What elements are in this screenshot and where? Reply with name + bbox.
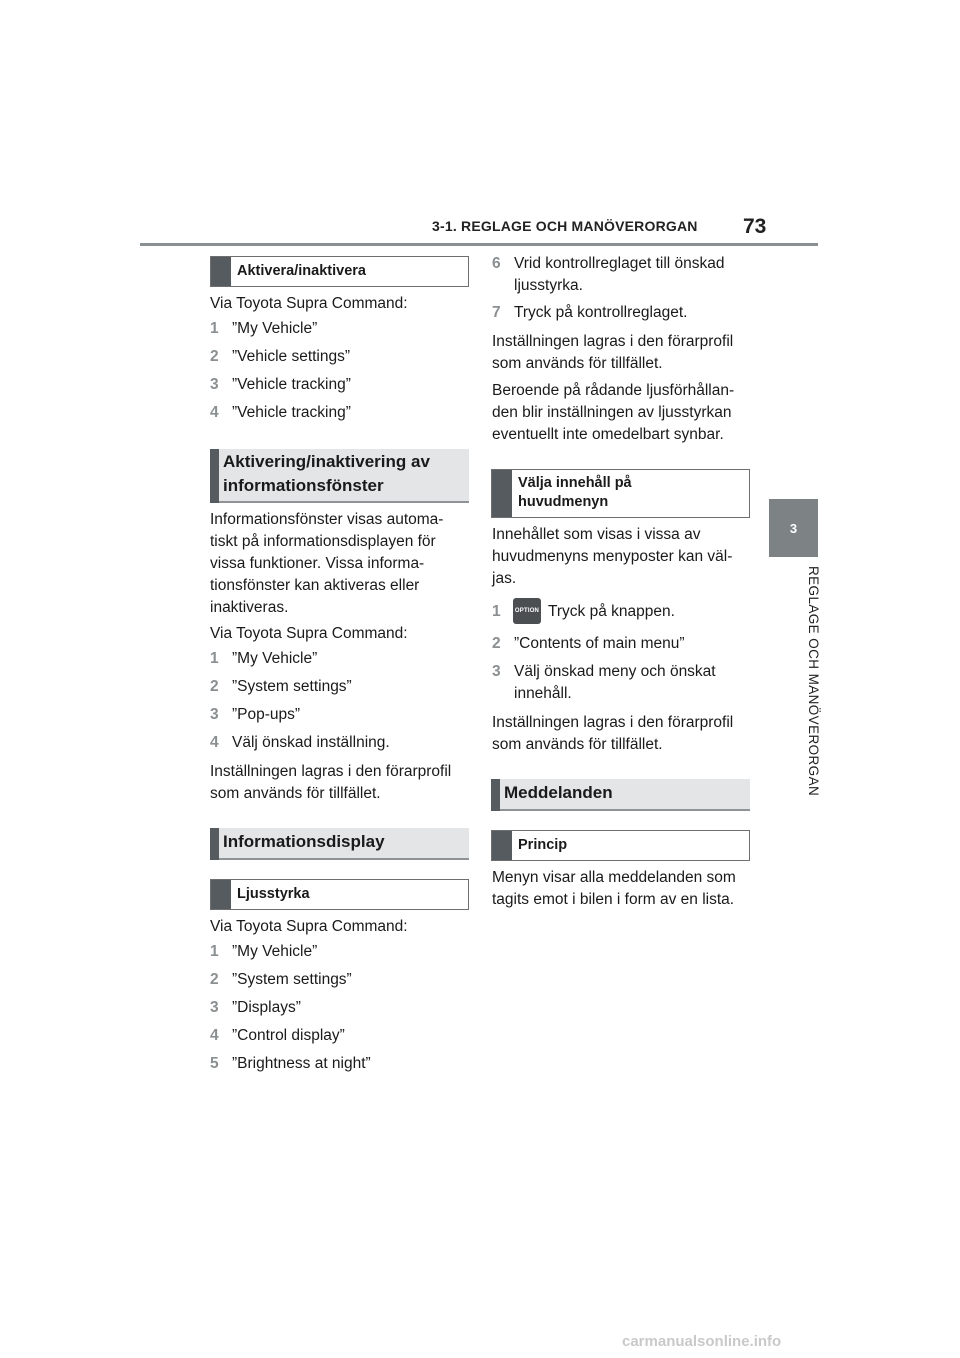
subheading-label-line2: huvudmenyn [518, 494, 609, 510]
step-text: ”Vehicle tracking” [232, 376, 351, 393]
step-number: 5 [210, 1055, 219, 1072]
paragraph-line: som används för tillfället. [492, 355, 663, 372]
paragraph-line: tiskt på informationsdisplayen för [210, 533, 436, 550]
section-band-informationsfonster [210, 449, 469, 503]
subheading-box-princip [491, 830, 750, 861]
step-text: ”Vehicle tracking” [232, 404, 351, 421]
step-text: ”Pop-ups” [232, 706, 301, 723]
step-text: ”Control display” [232, 1027, 345, 1044]
step-number: 3 [210, 706, 219, 723]
subheading-label-line1: Välja innehåll på [518, 475, 632, 491]
paragraph-line: Inställningen lagras i den förarprofil [210, 763, 452, 780]
step-text: Vrid kontrollreglaget till önskad [514, 255, 725, 272]
step-number: 3 [492, 663, 501, 680]
subheading-box-ljusstyrka [210, 879, 469, 910]
subheading-box-valja-innehall [491, 469, 750, 518]
paragraph-line: Inställningen lagras i den förarprofil [492, 714, 734, 731]
step-number: 2 [210, 348, 219, 365]
paragraph-line: tionsfönster kan aktiveras eller [210, 577, 420, 594]
section-band-informationsdisplay [210, 828, 469, 860]
step-number: 1 [210, 320, 219, 337]
step-text: ”Contents of main menu” [514, 635, 685, 652]
step-text-cont: ljusstyrka. [514, 277, 583, 294]
step-number: 1 [210, 650, 219, 667]
band-bar [210, 828, 219, 860]
paragraph-line: eventuellt inte omedelbart synbar. [492, 426, 724, 443]
paragraph-line: som används för tillfället. [492, 736, 663, 753]
paragraph-line: Inställningen lagras i den förarprofil [492, 333, 734, 350]
step-number: 3 [210, 376, 219, 393]
step-number: 3 [210, 999, 219, 1016]
band-bar [491, 779, 500, 811]
step-number: 2 [210, 971, 219, 988]
step-text: Välj önskad inställning. [232, 734, 390, 751]
box-bar [211, 257, 231, 286]
step-text: ”Vehicle settings” [232, 348, 351, 365]
step-number: 1 [210, 943, 219, 960]
band-label: Informationsdisplay [223, 832, 385, 851]
step-number: 4 [210, 1027, 219, 1044]
subheading-label: Princip [518, 837, 568, 853]
paragraph-line: Beroende på rådande ljusförhållan- [492, 382, 735, 399]
box-bar [211, 880, 231, 909]
paragraph-line: som används för tillfället. [210, 785, 381, 802]
step-text: ”My Vehicle” [232, 943, 318, 960]
step-number: 6 [492, 255, 501, 272]
step-text: ”Brightness at night” [232, 1055, 371, 1072]
paragraph-line: huvudmenyns menyposter kan väl- [492, 548, 733, 565]
band-label-line1: Aktivering/inaktivering av [223, 452, 430, 471]
box-bar [492, 831, 512, 860]
step-text: ”Displays” [232, 999, 301, 1016]
paragraph-line: tagits emot i bilen i form av en lista. [492, 891, 735, 908]
subheading-box-aktivera [210, 256, 469, 287]
step-text: Tryck på knappen. [548, 603, 675, 620]
paragraph-line: vissa funktioner. Vissa informa- [210, 555, 425, 572]
step-text: Välj önskad meny och önskat [514, 663, 716, 680]
paragraph-line: inaktiveras. [210, 599, 289, 616]
via-text: Via Toyota Supra Command: [210, 295, 408, 312]
header-rule [140, 243, 818, 246]
step-text: ”My Vehicle” [232, 650, 318, 667]
subheading-label: Aktivera/inaktivera [237, 263, 366, 279]
paragraph-line: Menyn visar alla meddelanden som [492, 869, 736, 886]
step-number: 4 [210, 734, 219, 751]
via-text: Via Toyota Supra Command: [210, 625, 408, 642]
chapter-side-text: REGLAGE OCH MANÖVERORGAN [806, 566, 821, 797]
step-text: ”My Vehicle” [232, 320, 318, 337]
step-text-cont: innehåll. [514, 685, 572, 702]
step-text: Tryck på kontrollreglaget. [514, 304, 688, 321]
band-label-line2: informationsfönster [223, 476, 384, 495]
footer-watermark: carmanualsonline.info [622, 1333, 782, 1350]
step-number: 1 [492, 603, 501, 620]
step-number: 4 [210, 404, 219, 421]
step-number: 2 [210, 678, 219, 695]
subheading-label: Ljusstyrka [237, 886, 310, 902]
step-text: ”System settings” [232, 678, 352, 695]
band-bar [210, 449, 219, 503]
box-bar [492, 470, 512, 517]
via-text: Via Toyota Supra Command: [210, 918, 408, 935]
chapter-tab: 3 [769, 499, 818, 557]
section-band-meddelanden [491, 779, 750, 811]
step-number: 2 [492, 635, 501, 652]
band-label: Meddelanden [504, 783, 613, 802]
paragraph-line: den blir inställningen av ljusstyrkan [492, 404, 732, 421]
option-button-icon: OPTION [513, 598, 541, 624]
paragraph-line: Innehållet som visas i vissa av [492, 526, 701, 543]
paragraph-line: Informationsfönster visas automa- [210, 511, 444, 528]
page-number: 73 [743, 215, 767, 238]
paragraph-line: jas. [492, 570, 517, 587]
section-title: 3-1. REGLAGE OCH MANÖVERORGAN [432, 218, 698, 234]
step-number: 7 [492, 304, 501, 321]
step-text: ”System settings” [232, 971, 352, 988]
